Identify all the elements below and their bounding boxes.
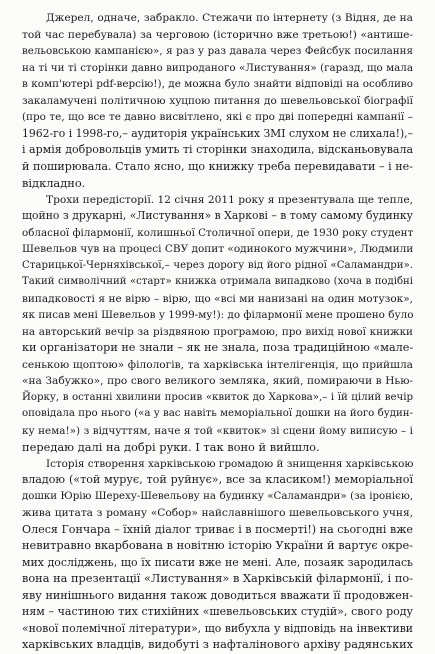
text-line: обласної філармонії, колишньої Столичної опери, де 1930 року студент: [22, 226, 413, 239]
paragraph-3: [22, 456, 413, 654]
text-line: жива цитата з роману «Собор» найславнішого шевельовського учня,: [22, 507, 413, 519]
text-line: (про те, що все те давно висвітлено, які є про дві попередні кампанії –: [22, 111, 413, 123]
text-line: ням – частиною тих стихійних «шевельовських студій», свого роду: [22, 605, 413, 618]
text-line: Такий символічний «старт» книжка отримала випадково (хоча в подібні: [22, 276, 413, 287]
text-line: харківських владців, видобуті з нафталінового архіву радянських: [22, 638, 413, 651]
text-line: дошки Юрію Шереху-Шевельову на будинку «Саламандри» (за іронією,: [22, 490, 413, 502]
text-line: «на Забужко», про свого великого земляка, який, помираючи в Нью-: [22, 375, 413, 387]
text-line: Джерел, одначе, забракло. Стежачи по інтернету (з Відня, де на: [46, 12, 413, 24]
text-line: оповідала про нього («а у вас навіть меморіальної дошки на його будин-: [22, 408, 413, 419]
text-line: вельовською кампанією», я раз у раз давала через Фейсбук посилання: [22, 45, 413, 57]
text-line: Історія створення харківською громадою й знищення харківською: [46, 457, 413, 470]
text-line: «нової полемічної літератури», що вибухла у відповідь на інвективи: [22, 621, 413, 635]
text-line: й поширювала. Стало ясно, що книжку треба перевидавати – і не-: [22, 159, 413, 173]
text-line: Трохи передісторії. 12 січня 2011 року я презентувала ще тепле,: [46, 193, 413, 206]
text-line: випадковості я не вірю – вірю, що «всі ми нанизані на один мотузок»,: [22, 292, 413, 305]
text-line: на авторський вечір за різдвяною програмою, про вихід нової книжки: [22, 325, 413, 338]
text-line: в комп'ютері pdf-версію!), де можна було знайти відповіді на особливо: [22, 78, 413, 90]
text-line: як писав мені Шевельов у 1999-му!): до філармонії мене прошено було: [22, 309, 413, 321]
paragraph-2: [22, 192, 413, 456]
text-line: мих досліджень, що їх писати вже не мені. Але, позаяк зародилась: [22, 555, 413, 569]
text-line: Шевельов чув на процесі СВУ допит «одинокого мужчини», Людмили: [22, 243, 413, 255]
text-line: сенькою щоптою» філологів, та харківська інтелігенція, що прийшла: [22, 358, 413, 371]
text-line: відкладно.: [22, 176, 86, 190]
text-line: той час перебувала) за черговою (історично вже третьою!) «антише-: [22, 28, 413, 41]
text-line: ку нема!») з відчуттям, наче я той «квиток» зі сцени йому виписую – і: [22, 424, 413, 437]
text-line: ки організатори не знали – як не знала, поза традиційною «мале-: [22, 341, 413, 354]
paragraph-1: [22, 10, 413, 192]
text-line: владою («той мурує, той руйнує», все за класиком!) меморіальної: [22, 473, 413, 486]
text-line: і армія добровольців умить ті сторінки знаходила, відсканьовувала: [22, 143, 413, 156]
text-line: на ті чи ті сторінки давно випроданого «Листування» (гаразд, що мала: [22, 61, 413, 74]
text-line: Йорку, в останні хвилини просив «квиток до Харкова»,– і їй цілий вечір: [22, 391, 413, 403]
text-line: Старицької-Черняхівської,– через дорогу від його рідної «Саламандри».: [22, 259, 413, 271]
text-line: вона на презентації «Листування» в Харківській філармонії, і по-: [22, 572, 413, 585]
text-line: щойно з друкарні, «Листування» в Харкові – в тому самому будинку: [22, 209, 413, 222]
text-line: Олеся Гончара – їхній діалог триває і в посмерті!) на сьогодні вже: [22, 522, 413, 536]
text-line: 1962-го і 1998-го,– аудиторія українських ЗМІ слухом не слихала!),–: [22, 126, 413, 140]
text-line: передаю далі на добрі руки. І так воно й вийшло.: [22, 440, 320, 454]
text-line: яву нинішнього видання також доводиться вважати її продовжен-: [22, 588, 413, 602]
text-line: закаламучені політичною хуцпою питання до шевельовської біографії: [22, 94, 413, 107]
text-line: невитравно вкарбована в новітню історію України й вартує окре-: [22, 539, 413, 552]
